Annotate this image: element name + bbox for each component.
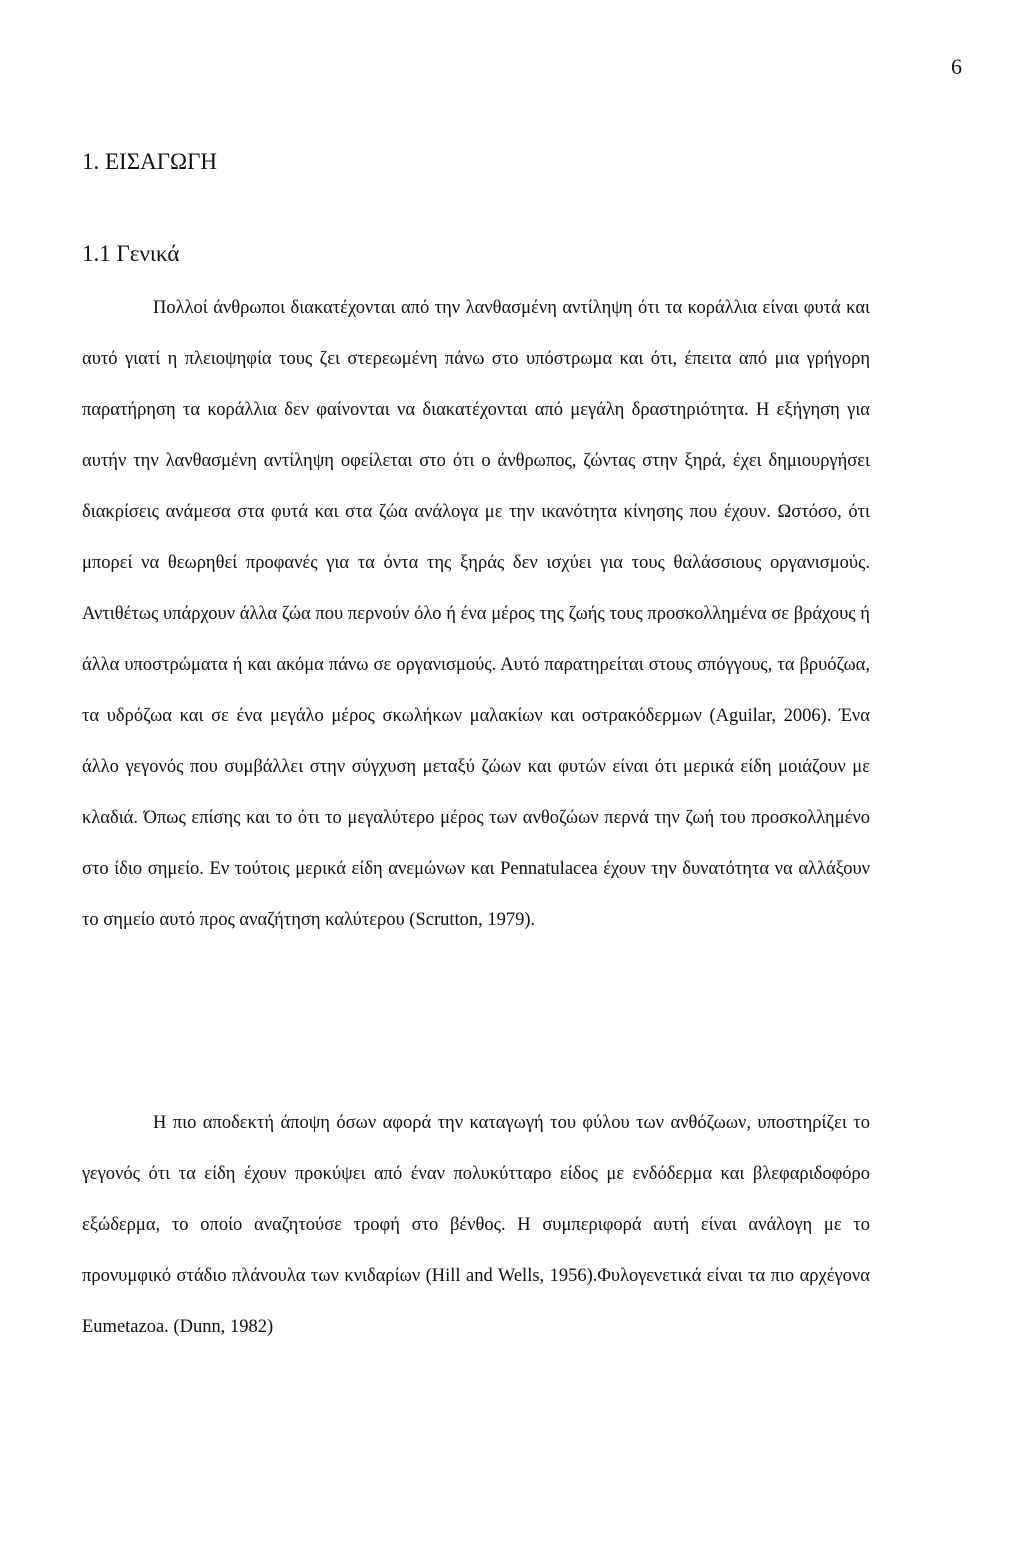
page-number: 6 [951,54,962,79]
section-title: 1.1 Γενικά [82,241,180,266]
body-paragraph-2: Η πιο αποδεκτή άποψη όσων αφορά την καταγωγή του φύλου των ανθόζωων, υποστηρίζει το γεγονός ότι τα είδη έχουν προκύψει από έναν πολυκύτταρο είδος με ενδόδερμα και βλεφαριδοφόρο εξώδερμα, το οποίο αναζητούσε τροφή στο βένθος. Η συμπεριφορά αυτή είναι ανάλογη με το προνυμφικό στάδιο πλάνουλα των κνιδαρίων (Hill and Wells, 1956).Φυλογενετικά είναι τα πιο αρχέγονα Eumetazoa. (Dunn, 1982) [82,1113,870,1337]
body-paragraph-1: Πολλοί άνθρωποι διακατέχονται από την λανθασμένη αντίληψη ότι τα κοράλλια είναι φυτά και αυτό γιατί η πλειοψηφία τους ζει στερεωμένη πάνω στο υπόστρωμα και ότι, έπειτα από μια γρήγορη παρατήρηση τα κοράλλια δεν φαίνονται να διακατέχονται από μεγάλη δραστηριότητα. Η εξήγηση για αυτήν την λανθασμένη αντίληψη οφείλεται στο ότι ο άνθρωπος, ζώντας στην ξηρά, έχει δημιουργήσει διακρίσεις ανάμεσα στα φυτά και στα ζώα ανάλογα με την ικανότητα κίνησης που έχουν. Ωστόσο, ότι μπορεί να θεωρηθεί προφανές για τα όντα της ξηράς δεν ισχύει για τους θαλάσσιους οργανισμούς. Αντιθέτως υπάρχουν άλλα ζώα που περνούν όλο ή ένα μέρος της ζωής τους προσκολλημένα σε βράχους ή άλλα υποστρώματα ή και ακόμα πάνω σε οργανισμούς. Αυτό παρατηρείται στους σπόγγους, τα βρυόζωα, τα υδρόζωα και σε ένα μεγάλο μέρος σκωλήκων μαλακίων και οστρακόδερμων (Aguilar, 2006). Ένα άλλο γεγονός που συμβάλλει στην σύγχυση μεταξύ ζώων και φυτών είναι ότι μερικά είδη μοιάζουν με κλαδιά. Όπως επίσης και το ότι το μεγαλύτερο μέρος των ανθοζώων περνά την ζωή του προσκολλημένο στο ίδιο σημείο. Εν τούτοις μερικά είδη ανεμώνων και Pennatulacea έχουν την δυνατότητα να αλλάξουν το σημείο αυτό προς αναζήτηση καλύτερου (Scrutton, 1979). [82,298,870,930]
chapter-title: 1. ΕΙΣΑΓΩΓΗ [82,149,218,174]
